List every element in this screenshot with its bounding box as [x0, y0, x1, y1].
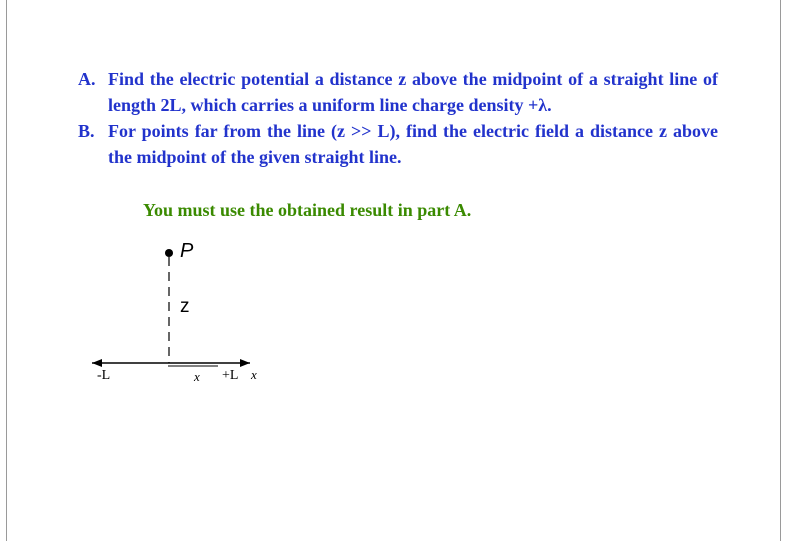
left-end-label: -L	[97, 368, 111, 383]
x-mark-label: x	[194, 369, 200, 384]
right-end-label: +L	[222, 368, 239, 383]
point-p-dot	[165, 249, 173, 257]
instruction-note: You must use the obtained result in part A.	[143, 200, 472, 220]
part-a-text: Find the electric potential a distance z above the midpoint of a straight line of length 2L, which carries a uniform line charge density +λ.	[108, 69, 718, 115]
height-z-label: z	[180, 296, 190, 317]
left-arrow-head	[92, 359, 102, 367]
part-b-text: For points far from the line (z >> L), find the electric field a distance z above the midpoint of the given straight line.	[108, 121, 718, 167]
x-axis-label: x	[251, 367, 257, 382]
right-arrow-head	[240, 359, 250, 367]
part-a-marker: A.	[78, 69, 96, 89]
part-b-marker: B.	[78, 121, 95, 141]
point-p-label: P	[180, 240, 194, 262]
